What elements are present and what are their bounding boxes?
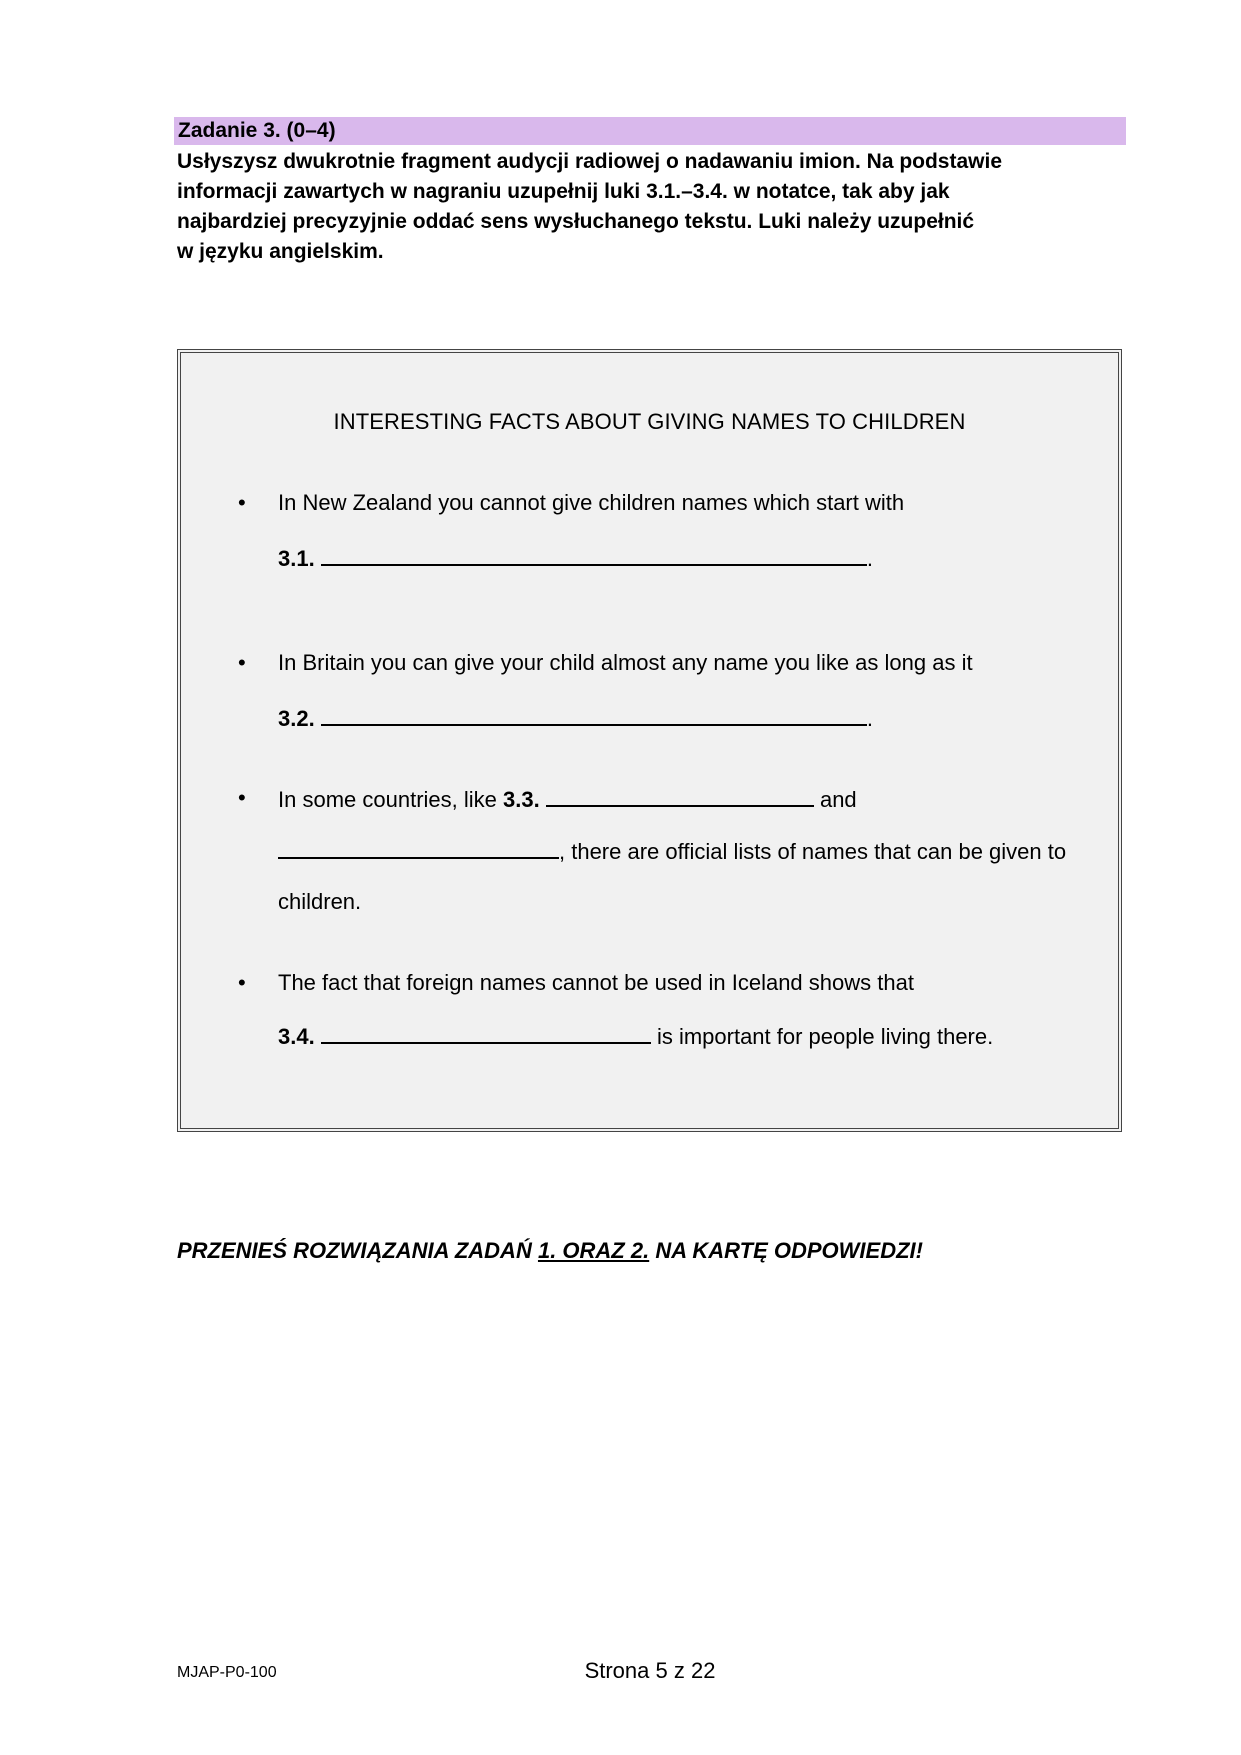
answer-gap-3-3-a[interactable] [546, 785, 814, 807]
bullet-icon: • [238, 785, 246, 810]
gap-number: 3.2. [278, 706, 315, 731]
note-item-3-3-text: In some countries, like 3.3. and [278, 787, 857, 812]
bullet-icon: • [238, 490, 246, 515]
task-title: Zadanie 3. (0–4) [178, 119, 336, 142]
answer-gap-3-2[interactable] [321, 704, 867, 726]
note-item-3-1-text: In New Zealand you cannot give children names which start with [278, 490, 905, 515]
task-instructions [177, 147, 1127, 267]
bullet-icon: • [238, 650, 246, 675]
page-number: Strona 5 z 22 [584, 1658, 716, 1683]
task-header [174, 117, 1126, 145]
instruction-line: informacji zawartych w nagraniu uzupełnij luki 3.1.–3.4. w notatce, tak aby jak [177, 180, 950, 203]
gap-end: . [866, 706, 873, 731]
note-item-3-2-text: In Britain you can give your child almost any name you like as long as it [278, 650, 973, 675]
note-item-3-4-text: The fact that foreign names cannot be used in Iceland shows that [278, 970, 914, 995]
gap-end: . [866, 546, 873, 571]
note-item-3-3-continuation: , there are official lists of names that can be given to [278, 837, 1066, 865]
answer-gap-3-3-b[interactable] [278, 837, 559, 859]
answer-gap-3-1[interactable] [321, 544, 867, 566]
transfer-instruction: PRZENIEŚ ROZWIĄZANIA ZADAŃ 1. ORAZ 2. NA KARTĘ ODPOWIEDZI! [177, 1238, 923, 1263]
note-title: INTERESTING FACTS ABOUT GIVING NAMES TO CHILDREN [333, 409, 966, 434]
gap-number: 3.3. [503, 787, 540, 812]
note-item-3-2-gap-line [278, 704, 873, 732]
note-item-3-3-end: children. [278, 889, 362, 914]
instruction-line: Usłyszysz dwukrotnie fragment audycji radiowej o nadawaniu imion. Na podstawie [177, 150, 1003, 173]
footer-code: MJAP-P0-100 [177, 1664, 277, 1681]
gap-number: 3.1. [278, 546, 315, 571]
note-item-3-4-gap-line: 3.4. is important for people living there. [278, 1024, 994, 1049]
gap-number: 3.4. [278, 1024, 315, 1049]
answer-gap-3-4[interactable] [321, 1022, 651, 1044]
instruction-line: w języku angielskim. [177, 240, 384, 263]
bullet-icon: • [238, 970, 246, 995]
note-box [177, 349, 1122, 1132]
note-item-3-1-gap-line [278, 544, 873, 572]
instruction-line: najbardziej precyzyjnie oddać sens wysłuchanego tekstu. Luki należy uzupełnić [177, 210, 975, 233]
